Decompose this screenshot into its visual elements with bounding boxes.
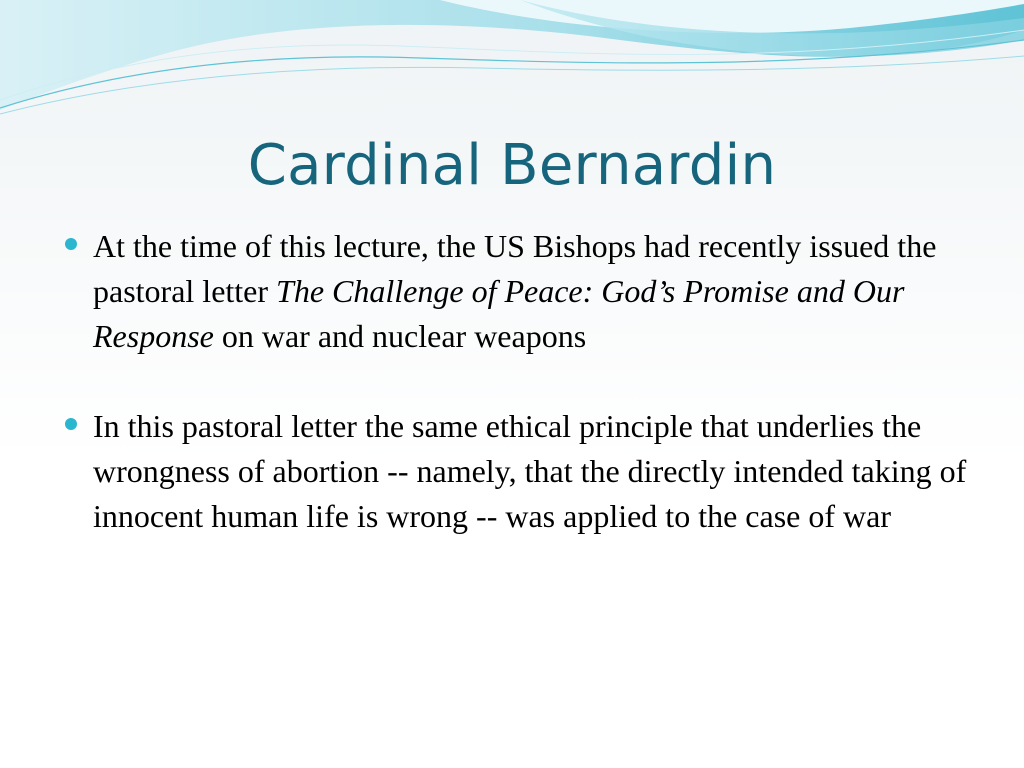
slide-title: Cardinal Bernardin (247, 133, 777, 198)
bullet-text-tail: on war and nuclear weapons (213, 318, 587, 354)
wave-line-2 (0, 56, 1024, 114)
bullet-dot-icon (65, 418, 77, 430)
bullet-text-lead: In this pastoral letter the same ethical principle that underlies the wrongness of abortion -- namely, that the directly intended taking of innocent human life is wrong -- was applied to the case of war (93, 408, 967, 534)
bullet-list (60, 224, 970, 539)
bullet-text-lead: At the time of this lecture, the US Bishops had recently issued the pastoral letter (93, 228, 937, 309)
bullet-item (60, 224, 970, 359)
letter-title: The Challenge of Peace: God’s Promise and Our Response (93, 273, 905, 354)
bullet-dot-icon (65, 238, 77, 250)
bullet-item (60, 404, 970, 539)
decorative-wave-banner (0, 0, 1024, 130)
